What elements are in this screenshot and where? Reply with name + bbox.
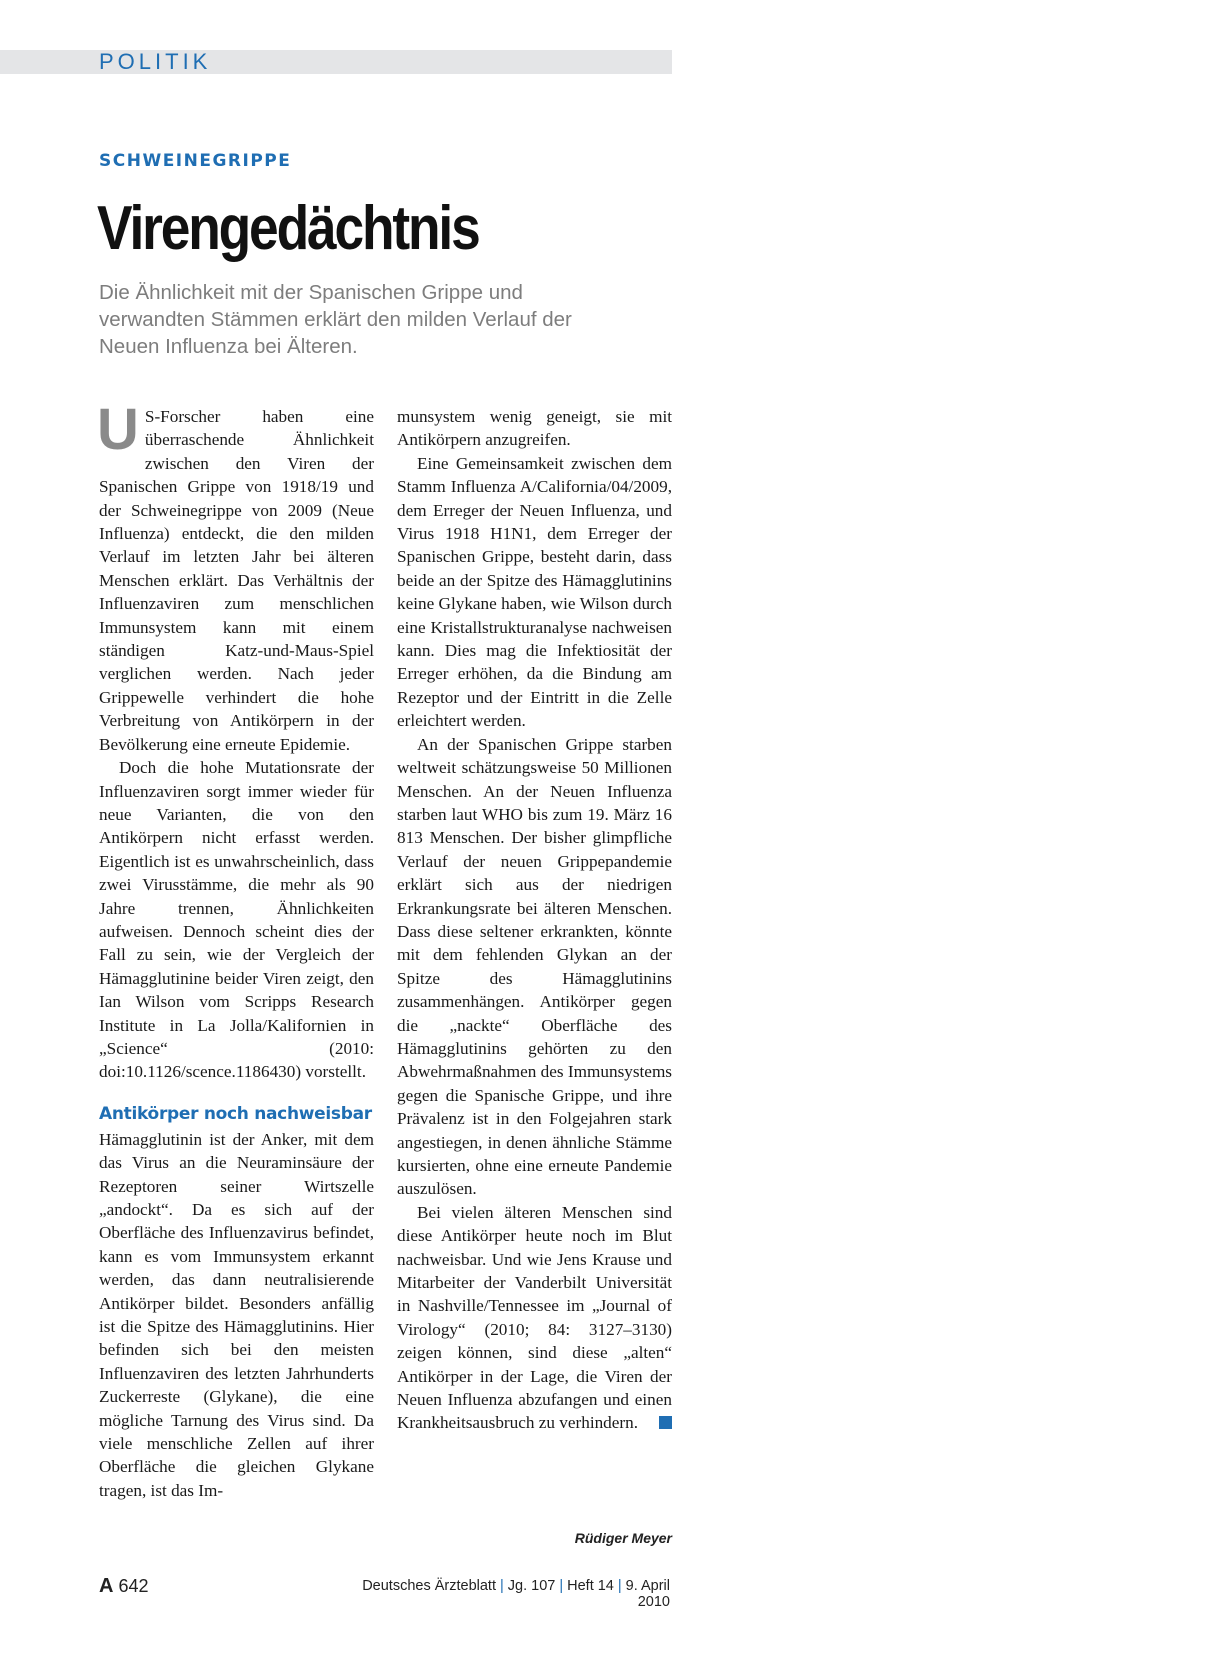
paragraph-text: S-Forscher haben eine überraschende Ähnlichkeit zwischen den Viren der Spanischen Grippe von 1918/19 und der Schweinegrippe von 2009 (Neue Influenza) entdeckt, die den milden Verlauf im letzten Jahr bei älteren Menschen erklärt. Das Verhältnis der Influenzaviren zum menschlichen Immunsystem kann mit einem ständigen Katz-und-Maus-Spiel verglichen werden. Nach jeder Grippewelle verhindert die hohe Verbreitung von Antikörpern in der Bevölkerung eine erneute Epidemie. xyxy=(99,407,374,754)
paragraph xyxy=(97,397,374,756)
column-right xyxy=(397,405,672,1435)
subheading: Antikörper noch nachweisbar xyxy=(99,1103,372,1124)
paragraph: Hämagglutinin ist der Anker, mit dem das Virus an die Neuraminsäure der Rezeptoren seiner Wirtszelle „andockt“. Da es sich auf der Oberfläche des Influenzavirus befindet, kann es vom Immunsystem erkannt werden, das dann neutralisierende Antikörper bildet. Besonders anfällig ist die Spitze des Hämagglutinins. Hier befinden sich bei den meisten Influenzaviren des letzten Jahrhunderts Zuckerreste (Glykane), die eine mögliche Tarnung des Virus sind. Da viele menschliche Zellen auf ihrer Oberfläche die gleichen Glykane tragen, ist das Im- xyxy=(99,1129,374,1500)
journal-issue: Heft 14 xyxy=(567,1578,614,1594)
paragraph: munsystem wenig geneigt, sie mit Antikörpern anzugreifen. xyxy=(397,407,672,450)
journal-name: Deutsches Ärzteblatt xyxy=(362,1578,496,1594)
article-title: Virengedächtnis xyxy=(97,194,479,263)
paragraph xyxy=(397,1201,672,1435)
separator: | xyxy=(559,1578,564,1594)
page-letter: A xyxy=(99,1575,114,1597)
author: Rüdiger Meyer xyxy=(574,1530,672,1546)
journal-date: 9. April 2010 xyxy=(625,1578,670,1610)
separator: | xyxy=(617,1578,622,1594)
page-number-value: 642 xyxy=(118,1576,149,1596)
column-left xyxy=(97,397,374,1502)
paragraph-text: Bei vielen älteren Menschen sind diese Antikörper heute noch im Blut nachweisbar. Und wie Jens Krause und Mitarbeiter der Vanderbilt Universität in Nashville/Tennessee im „Journal of Virology“ (2010; 84: 3127–3130) zeigen können, sind diese „alten“ Antikörper in der Lage, die Viren der Neuen Influenza abzufangen und einen Krankheitsausbruch zu verhindern. xyxy=(397,1202,672,1433)
footer-citation xyxy=(350,1578,670,1610)
drop-cap: U xyxy=(97,397,139,462)
kicker: SCHWEINEGRIPPE xyxy=(99,151,292,171)
paragraph: An der Spanischen Grippe starben weltweit schätzungsweise 50 Millionen Menschen. An der Neuen Influenza starben laut WHO bis zum 19. März 16 813 Menschen. Der bisher glimpfliche Verlauf der neuen Grippepandemie erklärt sich aus der niedrigen Erkrankungsrate bei älteren Menschen. Dass diese seltener erkrankten, könnte mit dem fehlenden Glykan an der Spitze des Hämagglutinins zusammenhängen. Antikörper gegen die „nackte“ Oberfläche des Hämagglutinins gehörten zu den Abwehrmaßnahmen des Immunsystems gegen die Spanische Grippe, und ihre Prävalenz ist in den Folgejahren stark angestiegen, in denen ähnliche Stämme kursierten, ohne eine erneute Pandemie auszulösen. xyxy=(397,734,672,1199)
separator: | xyxy=(499,1578,504,1594)
paragraph: Eine Gemeinsamkeit zwischen dem Stamm Influenza A/California/04/2009, dem Erreger der Neuen Influenza, und Virus 1918 H1N1, dem Erreger der Spanischen Grippe, besteht darin, dass beide an der Spitze des Hämagglutinins keine Glykane haben, wie Wilson durch eine Kristallstrukturanalyse nachweisen kann. Dies mag die Infektiosität der Erreger erhöhen, da die Bindung am Rezeptor und der Eintritt in die Zelle erleichtert werden. xyxy=(397,453,672,731)
section-label: POLITIK xyxy=(99,49,212,74)
end-mark-icon xyxy=(659,1416,672,1429)
paragraph: Doch die hohe Mutationsrate der Influenzaviren sorgt immer wieder für neue Varianten, die von den Antikörpern nicht erfasst werden. Eigentlich ist es unwahrscheinlich, dass zwei Virusstämme, die mehr als 90 Jahre trennen, Ähnlichkeiten aufweisen. Dennoch scheint dies der Fall zu sein, wie der Vergleich der Hämagglutinine beider Viren zeigt, den Ian Wilson vom Scripps Research Institute in La Jolla/Kalifornien in „Science“ (2010: doi:10.1126/scence.1186430) vorstellt. xyxy=(99,758,374,1082)
article-lead: Die Ähnlichkeit mit der Spanischen Grippe und verwandten Stämmen erklärt den milden Verlauf der Neuen Influenza bei Älteren. xyxy=(99,281,572,358)
page-number xyxy=(99,1575,149,1598)
journal-volume: Jg. 107 xyxy=(507,1578,556,1594)
